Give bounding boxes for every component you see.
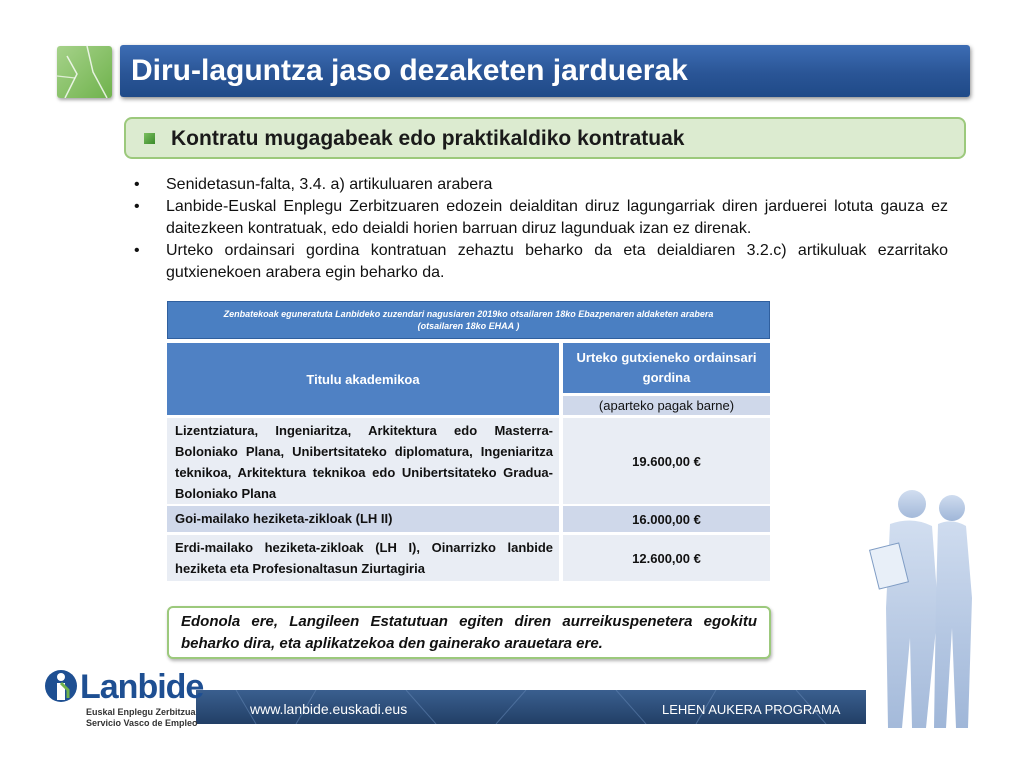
table-row-title: Erdi-mailako heziketa-zikloak (LH I), Oinarrizko lanbide heziketa eta Profesionaltasun Ziurtagiria — [167, 535, 559, 581]
footer-program-label: LEHEN AUKERA PROGRAMA — [662, 702, 841, 717]
table-row-amount: 16.000,00 € — [563, 506, 770, 532]
page-title: Diru-laguntza jaso dezaketen jarduerak — [131, 54, 688, 87]
table-note-header — [167, 301, 770, 339]
column-header-amount-sub: (aparteko pagak barne) — [563, 396, 770, 415]
decorative-lines-icon — [57, 46, 112, 98]
header-logo-tile — [57, 46, 112, 98]
table-row-amount: 12.600,00 € — [563, 535, 770, 581]
lanbide-logo-tagline-eu: Euskal Enplegu Zerbitzua — [86, 707, 196, 717]
people-silhouette-icon — [860, 488, 980, 728]
table-note-line1: Zenbatekoak eguneratuta Lanbideko zuzendari nagusiaren 2019ko otsailaren 18ko Ebazpenaren aldaketen arabera — [223, 309, 714, 319]
lanbide-logo-tagline-es: Servicio Vasco de Empleo — [86, 718, 198, 728]
section-subtitle: Kontratu mugagabeak edo praktikaldiko kontratuak — [171, 127, 685, 150]
table-row-title: Goi-mailako heziketa-zikloak (LH II) — [167, 506, 559, 532]
bullet-item: • Lanbide-Euskal Enplegu Zerbitzuaren edozein deialditan diruz lagungarriak diren jarduerei lotuta gauza ez daitezkeen kontratuak, edo deialdi horien barruan diruz lagunduak izan ez direnak. — [130, 196, 948, 240]
column-header-amount: Urteko gutxieneko ordainsari gordina — [563, 343, 770, 393]
table-note-line2: (otsailaren 18ko EHAA ) — [417, 321, 520, 331]
table-row-amount: 19.600,00 € — [563, 418, 770, 504]
column-header-title: Titulu akademikoa — [167, 343, 559, 415]
lanbide-logo-name: Lanbide — [80, 668, 204, 706]
footer-url-link[interactable]: www.lanbide.euskadi.eus — [250, 701, 408, 717]
bullet-item: • Urteko ordainsari gordina kontratuan zehaztu beharko da eta deialdiaren 3.2.c) artikuluak ezarritako gutxienekoen arabera egin beharko da. — [130, 240, 948, 284]
square-bullet-icon — [144, 133, 155, 144]
table-row-title: Lizentziatura, Ingeniaritza, Arkitektura edo Masterra-Boloniako Plana, Unibertsitateko diplomatura, Ingeniaritza teknikoa, Arkitektura teknikoa edo Unibertsitateko Gradua- Boloniako Plana — [167, 418, 559, 504]
note-box: Edonola ere, Langileen Estatutuan egiten diren aurreikuspenetera egokitu beharko dira, eta aplikatzekoa den gainerako arauetara ere. — [167, 606, 771, 659]
bullet-item: • Senidetasun-falta, 3.4. a) artikuluaren arabera — [130, 174, 948, 196]
lanbide-logo-icon — [44, 668, 78, 704]
bullet-list — [130, 174, 948, 284]
